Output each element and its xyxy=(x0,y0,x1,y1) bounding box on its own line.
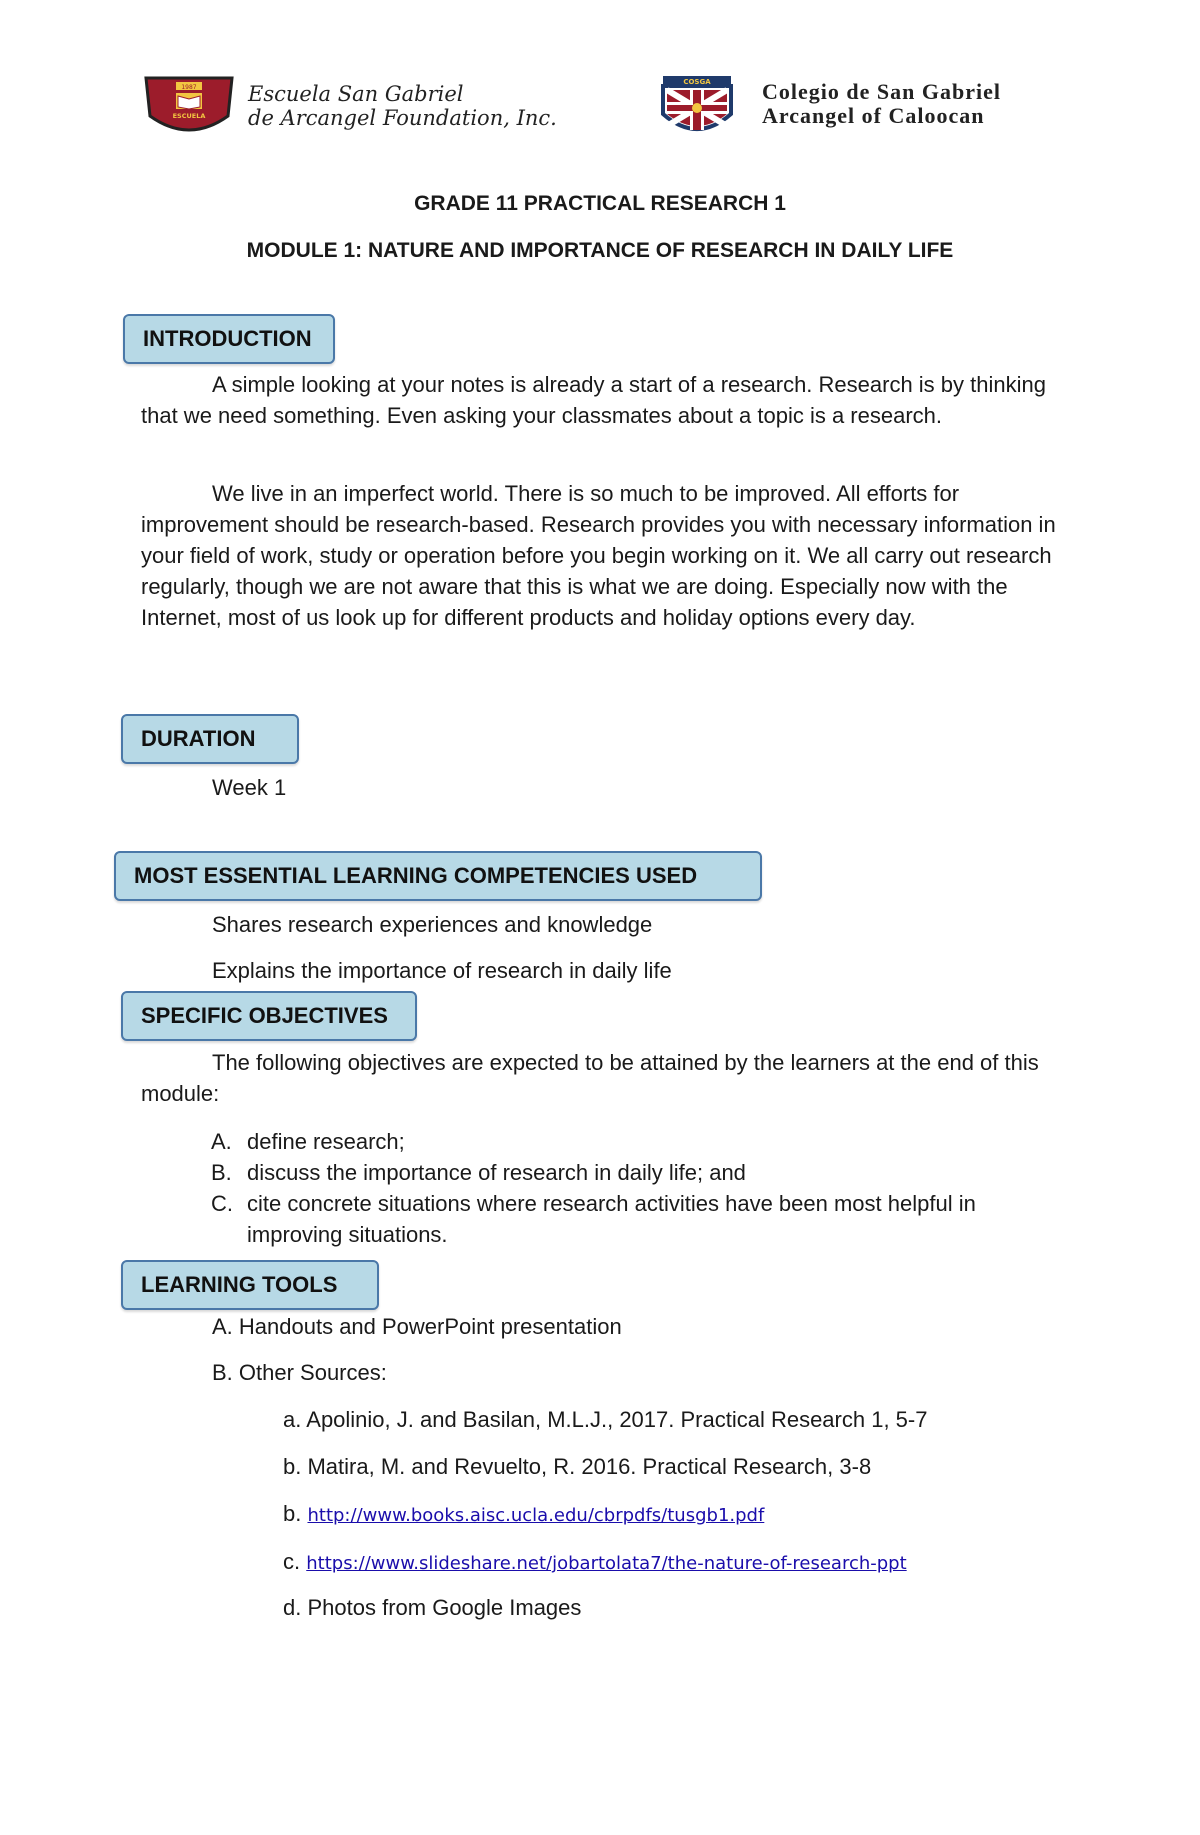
objective-item-c xyxy=(211,1188,1071,1250)
source-label: d. xyxy=(283,1595,302,1620)
introduction-paragraph-1: A simple looking at your notes is already a start of a research. Research is by thinking that we need something. Even asking your classmates about a topic is a research. xyxy=(141,372,1046,428)
objective-label: C. xyxy=(211,1191,233,1216)
module-grade-title: GRADE 11 PRACTICAL RESEARCH 1 xyxy=(414,192,786,215)
objective-label: A. xyxy=(211,1129,232,1154)
source-text: Matira, M. and Revuelto, R. 2016. Practical Research, 3-8 xyxy=(307,1454,872,1479)
school-right-line1: Colegio de San Gabriel xyxy=(762,79,1001,104)
colegio-crest-icon xyxy=(657,74,737,142)
logo-left-year: 1987 xyxy=(181,84,197,91)
source-label: b. xyxy=(283,1501,302,1526)
school-left-line1: Escuela San Gabriel xyxy=(248,82,464,106)
objective-text: discuss the importance of research in daily life; and xyxy=(247,1160,746,1185)
source-label: c. xyxy=(283,1549,301,1574)
objective-text: define research; xyxy=(247,1129,405,1154)
objectives-heading: SPECIFIC OBJECTIVES xyxy=(121,991,417,1041)
school-name-right xyxy=(762,80,1001,128)
school-right-line2: Arcangel of Caloocan xyxy=(762,103,985,128)
logo-left-text: ESCUELA xyxy=(172,112,206,120)
duration-heading: DURATION xyxy=(121,714,299,764)
objective-label: B. xyxy=(211,1160,232,1185)
source-item xyxy=(283,1498,764,1531)
source-text: Apolinio, J. and Basilan, M.L.J., 2017. Practical Research 1, 5-7 xyxy=(306,1407,928,1432)
tools-item-a: A. Handouts and PowerPoint presentation xyxy=(212,1314,622,1339)
source-link-ucla[interactable]: http://www.books.aisc.ucla.edu/cbrpdfs/tusgb1.pdf xyxy=(307,1505,765,1526)
logo-right-text: COSGA xyxy=(683,78,711,86)
letterhead xyxy=(0,70,1200,150)
source-item xyxy=(283,1404,927,1435)
duration-value: Week 1 xyxy=(212,775,287,800)
competency-item-1: Shares research experiences and knowledge xyxy=(212,912,653,937)
objective-item-a xyxy=(211,1126,1071,1157)
source-item xyxy=(283,1451,871,1482)
source-link-slideshare[interactable]: https://www.slideshare.net/jobartolata7/the-nature-of-research-ppt xyxy=(306,1553,907,1574)
school-name-left xyxy=(248,82,557,130)
objectives-intro: The following objectives are expected to be attained by the learners at the end of this module: xyxy=(141,1050,1039,1106)
module-title: MODULE 1: NATURE AND IMPORTANCE OF RESEARCH IN DAILY LIFE xyxy=(246,239,954,262)
source-item xyxy=(283,1546,907,1579)
escuela-logo-icon xyxy=(142,72,236,144)
objective-text: cite concrete situations where research activities have been most helpful in improving situations. xyxy=(247,1191,976,1247)
introduction-heading: INTRODUCTION xyxy=(123,314,335,364)
tools-item-b: B. Other Sources: xyxy=(212,1360,387,1385)
competencies-heading: MOST ESSENTIAL LEARNING COMPETENCIES USED xyxy=(114,851,762,901)
objective-item-b xyxy=(211,1157,1071,1188)
school-left-line2: de Arcangel Foundation, Inc. xyxy=(248,106,557,130)
source-label: b. xyxy=(283,1454,302,1479)
learning-tools-heading: LEARNING TOOLS xyxy=(121,1260,379,1310)
source-label: a. xyxy=(283,1407,302,1432)
source-text: Photos from Google Images xyxy=(307,1595,582,1620)
competency-item-2: Explains the importance of research in daily life xyxy=(212,958,672,983)
source-item xyxy=(283,1592,581,1623)
introduction-paragraph-2: We live in an imperfect world. There is so much to be improved. All efforts for improvement should be research-based. Research provides you with necessary information in your field of work, study or operation before you begin working on it. We all carry out research regularly, though we are not aware that this is what we are doing. Especially now with the Internet, most of us look up for different products and holiday options every day. xyxy=(141,481,1056,630)
